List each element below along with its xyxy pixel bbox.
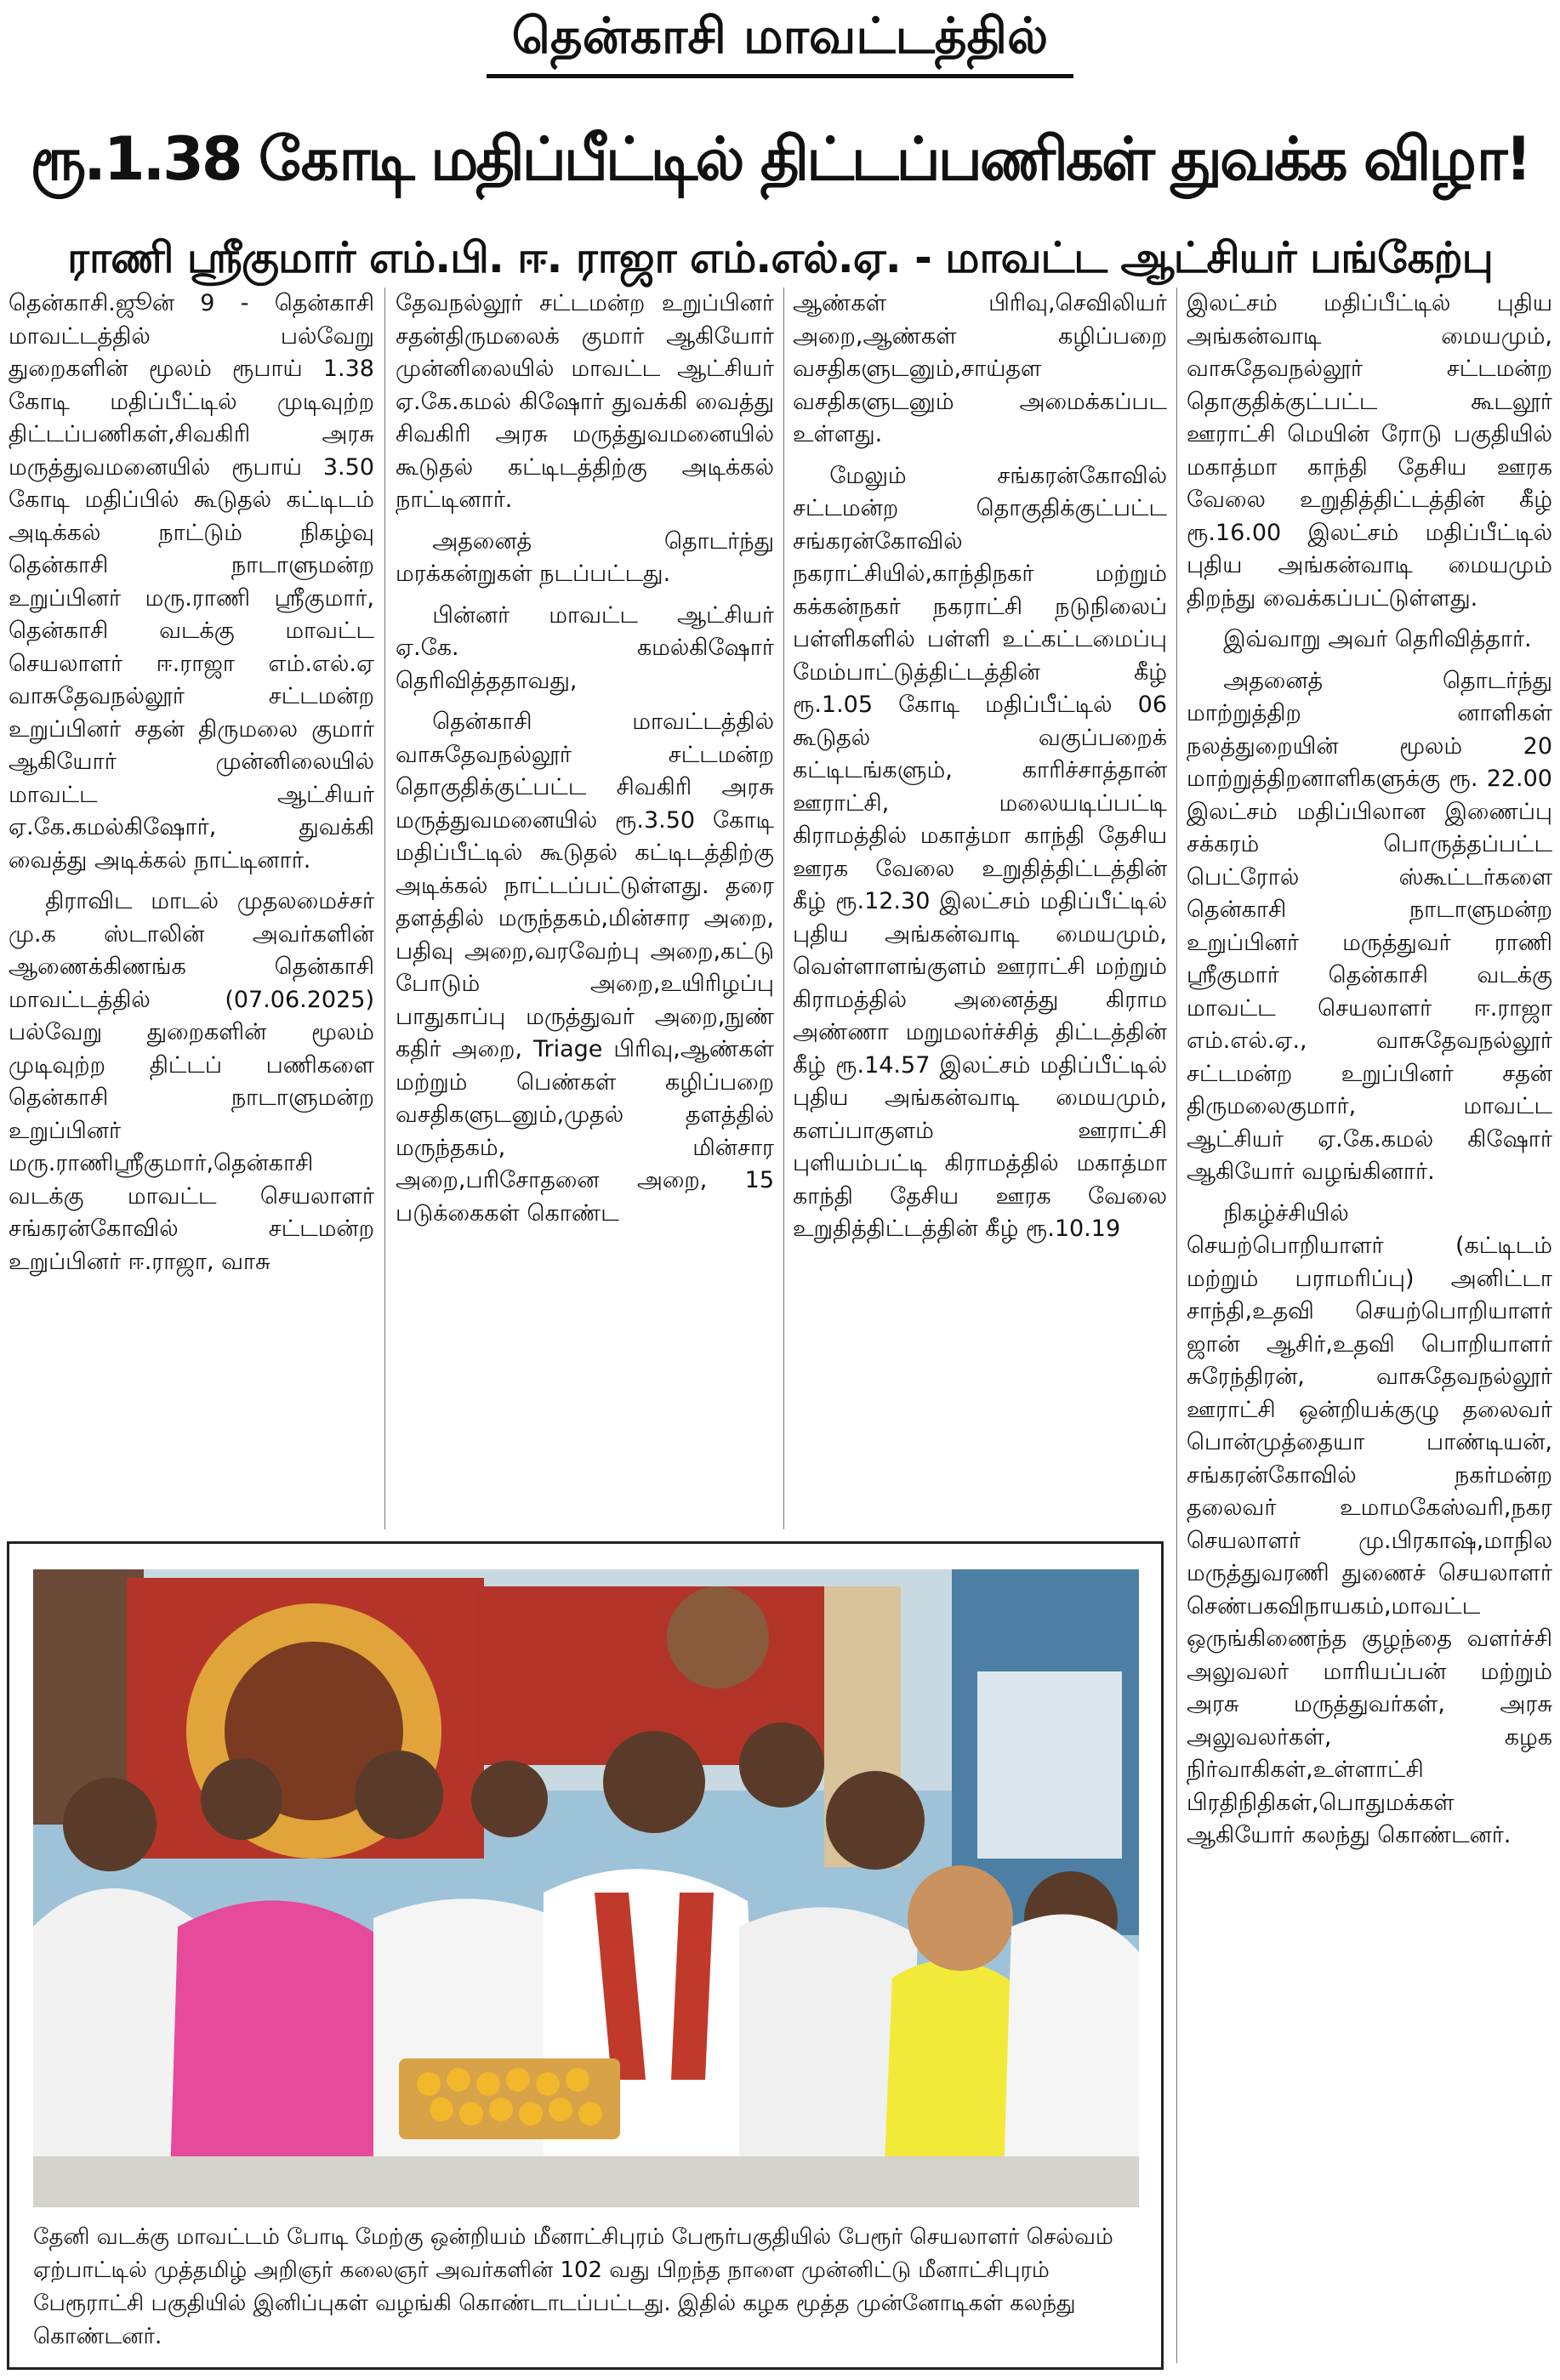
paragraph: தேவநல்லூர் சட்டமன்ற உறுப்பினர் சதன்திருமலைக் குமார் ஆகியோர் முன்னிலையில் மாவட்ட ஆட்சியர் ஏ.கே.கமல் கிஷோர் துவக்கி வைத்து சிவகிரி அரசு மருத்துவமனையில் கூடுதல் கட்டிடத்திற்கு அடிக்கல் நாட்டினார்.	[396, 290, 774, 513]
paragraph: திராவிட மாடல் முதலமைச்சர் மு.க ஸ்டாலின் அவர்களின் ஆணைக்கிணங்க தென்காசி மாவட்டத்தில் (07.06.2025) பல்வேறு துறைகளின் மூலம் முடிவுற்ற திட்டப் பணிகளை தென்காசி நாடாளுமன்ற உறுப்பினர் மரு.ராணிஸ்ரீகுமார்,தென்காசி வடக்கு மாவட்ட செயலாளர் சங்கரன்கோவில் சட்டமன்ற உறுப்பினர் ஈ.ராஜா, வாசு	[9, 888, 374, 1275]
paragraph: தென்காசி மாவட்டத்தில் வாசுதேவநல்லூர் சட்டமன்ற தொகுதிக்குட்பட்ட சிவகிரி அரசு மருத்துவமனையில் ரூ.3.50 கோடி மதிப்பீட்டில் கூடுதல் கட்டிடத்திற்கு அடிக்கல் நாட்டப்பட்டுள்ளது. தரை தளத்தில் மருந்தகம்,மின்சார அறை, பதிவு அறை,வரவேற்பு அறை,கட்டு போடும் அறை,உயிரிழப்பு பாதுகாப்பு மருத்துவர் அறை,நுண் கதிர் அறை, Triage பிரிவு,ஆண்கள் மற்றும் பெண்கள் கழிப்பறை வசதிகளுடனும்,முதல் தளத்தில் மருந்தகம், மின்சார அறை,பரிசோதனை அறை, 15 படுக்கைகள் கொண்ட	[396, 709, 774, 1227]
column-rule	[783, 288, 784, 1529]
column-rule	[384, 288, 385, 1529]
article-column-4	[1187, 288, 1552, 2363]
paragraph: ஆண்கள் பிரிவு,செவிலியர் அறை,ஆண்கள் கழிப்பறை வசதிகளுடனும்,சாய்தள வசதிகளுடனும் அமைக்கப்பட உள்ளது.	[793, 290, 1167, 447]
article-headline: ரூ.1.38 கோடி மதிப்பீட்டில் திட்டப்பணிகள் துவக்க விழா!	[30, 124, 1530, 194]
article-column-2	[396, 288, 774, 1529]
event-photo	[33, 1569, 1139, 2207]
article-column-3	[793, 288, 1167, 1529]
paragraph: அதனைத் தொடர்ந்து மாற்றுத்திற னாளிகள் நலத்துறையின் மூலம் 20 மாற்றுத்திறனாளிகளுக்கு ரூ. 22.00 இலட்சம் மதிப்பிலான இணைப்பு சக்கரம் பொருத்தப்பட்ட பெட்ரோல் ஸ்கூட்டர்களை தென்காசி நாடாளுமன்ற உறுப்பினர் மருத்துவர் ராணி ஸ்ரீகுமார் தென்காசி வடக்கு மாவட்ட செயலாளர் ஈ.ராஜா எம்.எல்.ஏ., வாசுதேவநல்லூர் சட்டமன்ற உறுப்பினர் சதன் திருமலைகுமார், மாவட்ட ஆட்சியர் ஏ.கே.கமல் கிஷோர் ஆகியோர் வழங்கினார்.	[1187, 667, 1552, 1185]
paragraph: மேலும் சங்கரன்கோவில் சட்டமன்ற தொகுதிக்குட்பட்ட சங்கரன்கோவில் நகராட்சியில்,காந்திநகர் மற்றும் கக்கன்நகர் நகராட்சி நடுநிலைப் பள்ளிகளில் பள்ளி உட்கட்டமைப்பு மேம்பாட்டுத்திட்டத்தின் கீழ் ரூ.1.05 கோடி மதிப்பீட்டில் 06 கூடுதல் வகுப்பறைக் கட்டிடங்களும், காரிச்சாத்தான் ஊராட்சி, மலையடிப்பட்டி கிராமத்தில் மகாத்மா காந்தி தேசிய ஊரக வேலை உறுதித்திட்டத்தின் கீழ் ரூ.12.30 இலட்சம் மதிப்பீட்டில் புதிய அங்கன்வாடி மையமும், வெள்ளாளங்குளம் ஊராட்சி மற்றும் கிராமத்தில் அனைத்து கிராம அண்ணா மறுமலர்ச்சித் திட்டத்தின் கீழ் ரூ.14.57 இலட்சம் மதிப்பீட்டில் புதிய அங்கன்வாடி மையமும், களப்பாகுளம் ஊராட்சி புளியம்பட்டி கிராமத்தில் மகாத்மா காந்தி தேசிய ஊரக வேலை உறுதித்திட்டத்தின் கீழ் ரூ.10.19	[793, 462, 1167, 1242]
photo-illustration	[33, 1569, 1139, 2207]
paragraph: இவ்வாறு அவர் தெரிவித்தார்.	[1223, 626, 1532, 652]
paragraph: அதனைத் தொடர்ந்து மரக்கன்றுகள் நடப்பட்டது.	[396, 527, 774, 587]
photo-box	[7, 1541, 1164, 2370]
article-kicker: தென்காசி மாவட்டத்தில்	[487, 5, 1073, 78]
article-subheadline: ராணி ஸ்ரீகுமார் எம்.பி. ஈ. ராஜா எம்.எல்.ஏ. - மாவட்ட ஆட்சியர் பங்கேற்பு	[67, 233, 1493, 282]
photo-caption: தேனி வடக்கு மாவட்டம் போடி மேற்கு ஒன்றியம் மீனாட்சிபுரம் பேரூர்பகுதியில் பேரூர் செயலாளர் செல்வம் ஏற்பாட்டில் முத்தமிழ் அறிஞர் கலைஞர் அவர்களின் 102 வது பிறந்த நாளை முன்னிட்டு மீனாட்சிபுரம் பேரூராட்சி பகுதியில் இனிப்புகள் வழங்கி கொண்டாடப்பட்டது. இதில் கழக மூத்த முன்னோடிகள் கலந்து கொண்டனர்.	[33, 2224, 1113, 2349]
article-column-1	[9, 288, 374, 1529]
paragraph: பின்னர் மாவட்ட ஆட்சியர் ஏ.கே. கமல்கிஷோர் தெரிவித்ததாவது,	[396, 601, 774, 694]
paragraph: நிகழ்ச்சியில் செயற்பொறியாளர் (கட்டிடம் மற்றும் பராமரிப்பு) அனிட்டா சாந்தி,உதவி செயற்பொறியாளர் ஜான் ஆசிர்,உதவி பொறியாளர் சுரேந்திரன், வாசுதேவநல்லூர் ஊராட்சி ஒன்றியக்குழு தலைவர் பொன்முத்தையா பாண்டியன், சங்கரன்கோவில் நகர்மன்ற தலைவர் உமாமகேஸ்வரி,நகர செயலாளர் மு.பிரகாஷ்,மாநில மருத்துவரணி துணைச் செயலாளர் செண்பகவிநாயகம்,மாவட்ட ஒருங்கிணைந்த குழந்தை வளர்ச்சி அலுவலர் மாரியப்பன் மற்றும் அரசு மருத்துவர்கள், அரசு அலுவலர்கள், கழக நிர்வாகிகள்,உள்ளாட்சி பிரதிநிதிகள்,பொதுமக்கள் ஆகியோர் கலந்து கொண்டனர்.	[1187, 1199, 1552, 1848]
column-rule	[1176, 288, 1177, 2363]
paragraph: தென்காசி.ஜூன் 9 - தென்காசி மாவட்டத்தில் பல்வேறு துறைகளின் மூலம் ரூபாய் 1.38 கோடி மதிப்பீட்டில் முடிவுற்ற திட்டப்பணிகள்,சிவகிரி அரசு மருத்துவமனையில் ரூபாய் 3.50 கோடி மதிப்பில் கூடுதல் கட்டிடம் அடிக்கல் நாட்டும் நிகழ்வு தென்காசி நாடாளுமன்ற உறுப்பினர் மரு.ராணி ஸ்ரீகுமார், தென்காசி வடக்கு மாவட்ட செயலாளர் ஈ.ராஜா எம்.எல்.ஏ வாசுதேவநல்லூர் சட்டமன்ற உறுப்பினர் சதன் திருமலை குமார் ஆகியோர் முன்னிலையில் மாவட்ட ஆட்சியர் ஏ.கே.கமல்கிஷோர், துவக்கி வைத்து அடிக்கல் நாட்டினார்.	[9, 290, 374, 874]
paragraph: இலட்சம் மதிப்பீட்டில் புதிய அங்கன்வாடி மையமும், வாசுதேவநல்லூர் சட்டமன்ற தொகுதிக்குட்பட்ட கூடலூர் ஊராட்சி மெயின் ரோடு பகுதியில் மகாத்மா காந்தி தேசிய ஊரக வேலை உறுதித்திட்டத்தின் கீழ் ரூ.16.00 இலட்சம் மதிப்பீட்டில் புதிய அங்கன்வாடி மையமும் திறந்து வைக்கப்பட்டுள்ளது.	[1187, 290, 1552, 612]
